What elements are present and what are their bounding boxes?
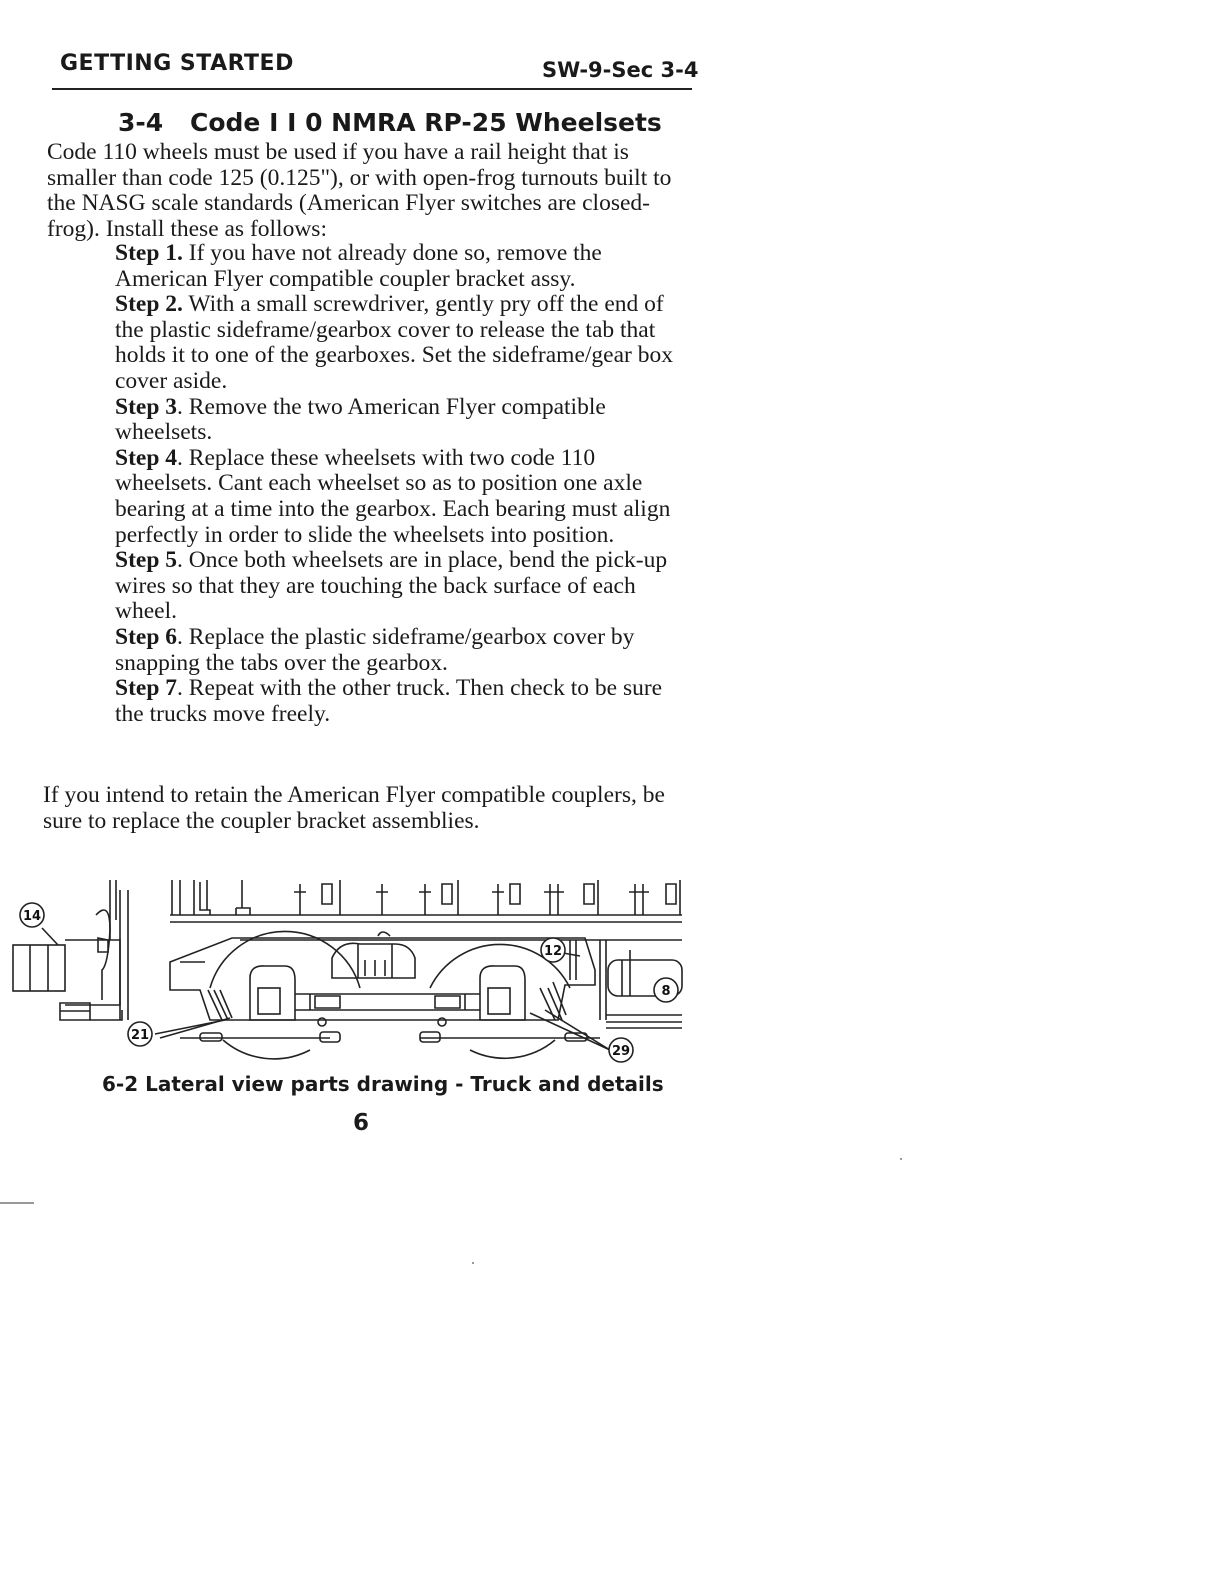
step-text: . Once both wheelsets are in place, bend the pick-up wires so that they are touching the back surface of each wheel. — [115, 547, 668, 625]
running-header-section: GETTING STARTED — [60, 51, 294, 76]
callout-29: 29 — [611, 1044, 631, 1059]
step-5 — [115, 548, 695, 625]
step-1 — [115, 241, 695, 292]
step-2 — [115, 292, 695, 394]
step-label: Step 2. — [115, 291, 183, 318]
intro-paragraph: Code 110 wheels must be used if you have a rail height that is smaller than code 125 (0.125"), or with open-frog turnouts built to the NASG scale standards (American Flyer switches are closed-frog). Install these as follows: — [47, 139, 672, 242]
step-label: Step 6 — [115, 623, 178, 650]
section-title: Code I I 0 NMRA RP-25 Wheelsets — [190, 108, 662, 137]
step-text: If you have not already done so, remove the American Flyer compatible coupler bracket assy. — [115, 240, 602, 292]
scan-mark — [0, 1202, 34, 1204]
step-text: . Repeat with the other truck. Then check to be sure the trucks move freely. — [115, 675, 663, 727]
figure-caption: 6-2 Lateral view parts drawing - Truck and details — [102, 1072, 664, 1096]
step-text: With a small screwdriver, gently pry off the end of the plastic sideframe/gearbox cover to release the tab that holds it to one of the gearboxes. Set the sideframe/gear box cover aside. — [115, 291, 673, 394]
callout-14: 14 — [22, 909, 42, 924]
steps-list — [115, 241, 695, 727]
section-number: 3-4 — [118, 108, 164, 137]
step-text: . Remove the two American Flyer compatible wheelsets. — [115, 393, 606, 446]
closing-paragraph: If you intend to retain the American Flyer compatible couplers, be sure to replace the coupler bracket assemblies. — [43, 782, 665, 834]
section-heading — [118, 108, 662, 137]
truck-parts-drawing — [10, 870, 700, 1070]
step-4 — [115, 446, 695, 548]
step-text: . Replace the plastic sideframe/gearbox cover by snapping the tabs over the gearbox. — [115, 623, 635, 676]
scan-mark — [900, 1158, 902, 1160]
running-header-reference: SW-9-Sec 3-4 — [542, 58, 699, 82]
callout-8: 8 — [661, 984, 671, 999]
step-6 — [115, 625, 695, 676]
step-label: Step 4 — [115, 444, 178, 471]
scan-mark — [472, 1262, 474, 1264]
step-label: Step 5 — [115, 547, 178, 574]
callout-21: 21 — [130, 1028, 150, 1043]
step-label: Step 1. — [115, 240, 183, 266]
callout-12: 12 — [543, 944, 563, 959]
step-text: . Replace these wheelsets with two code 110 wheelsets. Cant each wheelset so as to position one axle bearing at a time into the gearbox. Each bearing must align perfectly in order to slide the wheelsets into position. — [115, 444, 671, 548]
step-label: Step 7 — [115, 675, 178, 702]
step-7 — [115, 676, 695, 727]
header-rule — [52, 88, 692, 90]
step-3 — [115, 395, 695, 446]
page-number: 6 — [353, 1110, 370, 1136]
step-label: Step 3 — [115, 393, 178, 420]
